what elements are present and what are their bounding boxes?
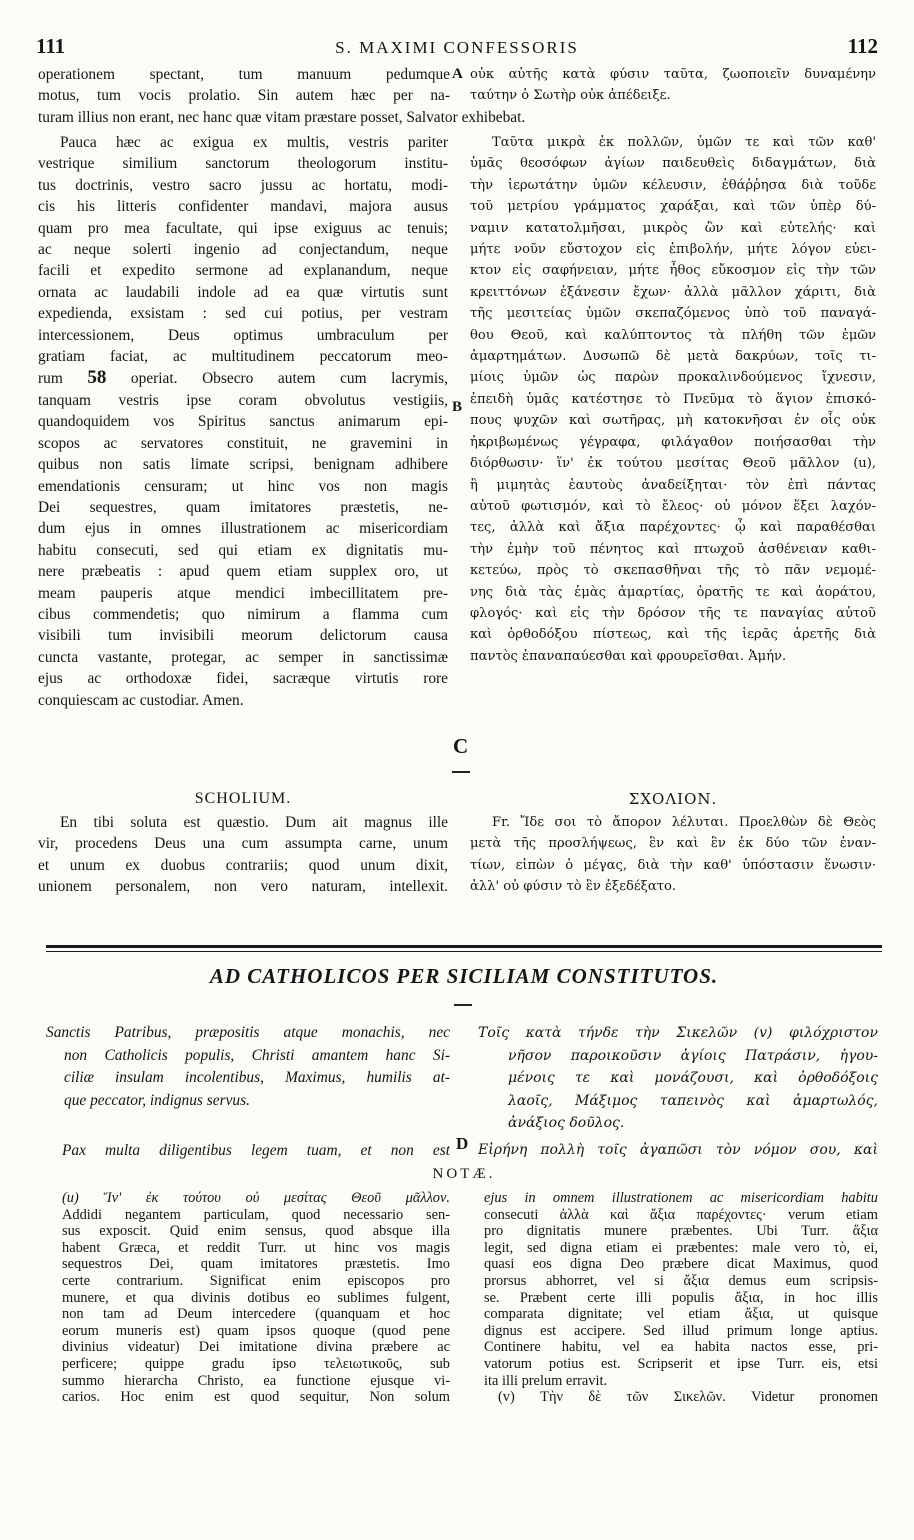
text-line: φλογός· καὶ εἰς τὴν δρόσον τῆς τε παναγίας αὐτοῦ (470, 605, 876, 621)
text-line: Εἰρήνη πολλὴ τοῖς ἀγαπῶσι τὸν νόμον σου, καὶ (478, 1142, 878, 1158)
page-number-right: 112 (847, 34, 878, 58)
text-line: cibus commendetis; quo nimirum a flamma cum (38, 605, 448, 623)
text-line: Addidi negantem particulam, quod necessario sen- (62, 1206, 450, 1223)
text-line: μένοις τε καὶ μονάζουσι, καὶ ὀρθοδόξοις (508, 1070, 878, 1086)
text-line: οὐκ αὐτῆς κατὰ φύσιν ταῦτα, ζωοποιεῖν δυναμένην (470, 67, 876, 82)
scholium-latin (38, 812, 448, 898)
text-line: vestrique similium sanctorum theologorum institu- (38, 155, 448, 173)
text-line: μετὰ τῆς προσλήψεως, ἓν καὶ ἓν ἐκ δύο τῶν ἐναν- (470, 836, 876, 852)
text-line: visibili tum invisibili meorum delictorum causa (38, 627, 448, 645)
section-title: AD CATHOLICOS PER SICILIAM CONSTITUTOS. (209, 964, 719, 988)
text-line: Continere habitu, vel ea habita nactos esse, pri- (484, 1339, 878, 1356)
pax-latin (62, 1140, 450, 1161)
text-line: κτον εἰς σαφήνειαν, μήτε ἦθος εὔκοσμον εἰς τὴν τῶν (470, 263, 876, 279)
scholium-title-greek: ΣΧΟΛΙΟΝ. (628, 790, 718, 808)
text-line: ita illi prelum erravit. (484, 1372, 608, 1389)
notes-right (484, 1190, 878, 1406)
text-line: carios. Hoc enim est quod sequitur, Non solum (62, 1389, 450, 1406)
notes-left (62, 1190, 450, 1406)
text-line: vir, procedens Deus una cum assumpta carne, unum (38, 835, 448, 853)
page-number-left: 111 (36, 34, 66, 58)
intro-latin (38, 64, 450, 107)
text-line: expedienda, exsistam : sed cui potius, per vestram (38, 305, 448, 323)
text-line: τοῦ μετρίου γράμματος χαράξαι, καὶ τῶν ὑπὲρ δύ- (470, 199, 876, 215)
text-line: que peccator, indignus servus. (64, 1091, 250, 1109)
margin-marker-d: D (456, 1134, 469, 1153)
text-line: non Catholicis populis, Christi amantem hanc Si- (64, 1046, 450, 1064)
text-line: En tibi soluta est quæstio. Dum ait magnus ille (60, 814, 448, 831)
text-line: perficere; quippe gradu ipso τελειωτικοῦς, sub (62, 1355, 450, 1372)
text-line: νῆσον παροικοῦσιν ἁγίοις Πατράσιν, ἡγου- (508, 1047, 878, 1064)
text-line: consecuti ἀλλὰ καὶ ἄξια παρέχοντες· verum etiam (484, 1206, 878, 1223)
text-line: ἐπειδὴ ὑμᾶς κατέστησε τὸ Πνεῦμα τὸ ἅγιον ἐπισκό- (470, 391, 876, 407)
text-line: ejus in omnem illustrationem ac misericordiam habitu (484, 1190, 878, 1206)
text-line: summo hierarcha Christo, ea functione ejusque vi- (62, 1372, 450, 1389)
text-line: ὑμᾶς θεοσόφων ἁγίων παιδευθεὶς διδαγμάτων, διὰ (470, 156, 876, 172)
text-line: τίων, εἰπὼν ὁ μέγας, διὰ τὴν καθ' ὑπόστασιν ἕνωσιν· (470, 857, 876, 873)
main-greek (470, 132, 876, 667)
margin-marker-a: A (452, 66, 463, 82)
text-line: καὶ ὀρθοδόξου πίστεως, καὶ τῆς ἱερᾶς ἀρετῆς διὰ (470, 627, 876, 643)
text-line: divinius videatur) Dei imitatione divina præbere ac (62, 1339, 450, 1356)
text-line: dum ejus in omnes illustrationem ac misericordiam (38, 520, 448, 538)
text-line: τὴν ἐμὴν τοῦ πένητος καὶ πτωχοῦ ἀσθένειαν καθι- (470, 541, 876, 557)
text-line: eorum muneris est) quam ipsos quoque (quod pene (62, 1322, 450, 1339)
text-line: quandoquidem vos Spiritus sanctus animarum epi- (38, 413, 448, 431)
address-greek (478, 1022, 878, 1135)
text-line: πους ψυχῶν καὶ σωτῆρας, μὴ κατοκνῆσαι ἐν οἷς οὐκ (470, 413, 876, 429)
text-line (38, 367, 448, 389)
text-line: τες, ἀλλὰ καὶ ἄξια παρέχοντες· ᾧ καὶ παραθέσθαι (470, 520, 876, 536)
scholium-title-latin: SCHOLIUM. (194, 790, 292, 807)
text-line: cis his litteris confidenter mandavi, majora ausus (38, 198, 448, 216)
address-latin (46, 1022, 450, 1112)
section-rule-thin (46, 951, 882, 952)
running-title: S. MAXIMI CONFESSORIS (335, 38, 579, 57)
text-line: et unum ex duobus contrariis; quod unum dixit, (38, 856, 448, 874)
text-line: intercessionem, Deus optimus umbraculum per (38, 326, 448, 344)
text-line: emendationis censuram; ut hinc vos non magis (38, 477, 448, 495)
text-line: ἠκριβωμένως γέγραφα, φιλάγαθον ποιήσασθαι τὴν (470, 434, 876, 450)
text-line: ciliæ insulam incolentibus, Maximus, humilis at- (64, 1069, 450, 1086)
text-line: κρειττόνων ἐξάνεσιν ἔχων· ἀλλὰ μᾶλλον χάριτι, διὰ (470, 284, 876, 300)
text-line: Τοῖς κατὰ τήνδε τὴν Σικελῶν (v) φιλόχριστον (478, 1025, 878, 1041)
text-line: παντὸς ἐπαναπαύεσθαι καὶ φρουρεῖσθαι. Ἀμήν. (470, 648, 787, 664)
text-line: κετεύω, πρὸς τὸ σκεπασθῆναι τῆς τὸ πᾶν νεμομέ- (470, 563, 876, 579)
text-fragment: operiat. Obsecro autem cum lacrymis, (106, 370, 448, 388)
text-line: (u) Ἵν' ἐκ τούτου οὐ μεσίτας Θεοῦ μᾶλλον. (62, 1190, 450, 1206)
text-line: ναμιν κατατολμῆσαι, μικρὸς ὢν καὶ εὐτελής· καὶ (470, 220, 876, 236)
divider-dash (454, 1004, 472, 1006)
text-line: νης διὰ τὰς ἐμὰς ἁμαρτίας, ὁρατῆς τε καὶ ἀοράτου, (470, 584, 876, 600)
text-line: ταύτην ὁ Σωτὴρ οὐκ ἀπέδειξε. (470, 88, 671, 104)
text-line: habent Græca, et reddit Turr. ut hinc vos magis (62, 1239, 450, 1256)
text-line: motus, tum vocis prolatio. Sin autem hæc per na- (38, 87, 450, 105)
text-line: nere præbeatis : apud quem etiam supplex oro, ut (38, 563, 448, 581)
text-line: μήτε νοῦν εὔστοχον εἰς ἐπιβολήν, μήτε λόγον εὐει- (470, 242, 876, 258)
text-line: facili et expedito sermone ad explanandum, neque (38, 262, 448, 280)
text-line: tus doctrinis, vestro sacro jussu ac hortatu, modi- (38, 176, 448, 194)
text-line: quibus non satis limate scripsi, benignam adhibere (38, 456, 448, 474)
text-line: (v) Τὴν δὲ τῶν Σικελῶν. Videtur pronomen (498, 1389, 878, 1406)
margin-marker-c: C (453, 734, 469, 758)
running-head (36, 34, 878, 60)
intro-greek (470, 64, 876, 107)
text-line: turam illius non erant, nec hanc quæ vitam præstare posset, Salvator exhibebat. (38, 109, 526, 126)
text-line: quasi eos digna Deo præbere dicat Maximus, quod (484, 1256, 878, 1273)
text-line: ornata ac laudabili indole ad ea quæ virtutis sunt (38, 283, 448, 301)
text-line: ac neque solerti ingenio ad conjectandum, neque (38, 241, 448, 259)
text-line: dignus est accipere. Sed illud primum longe aptius. (484, 1322, 878, 1339)
text-line: comparata dignitate; vel etiam ἄξια, ut quisque (484, 1306, 878, 1323)
text-line: prorsus abhorret, vel si ἄξια demus eum scripsis- (484, 1272, 878, 1289)
text-line: sequestros Dei, quam imitatores præstetis. Imo (62, 1256, 450, 1273)
text-line: θου Θεοῦ, καὶ καλύπτοντος τὰ πλήθη τῶν ἐμῶν (470, 327, 876, 343)
intro-latin-span (38, 107, 886, 128)
text-line: ἀνάξιος δοῦλος. (508, 1115, 625, 1131)
text-line: cuncta vastante, protegar, ac semper in sanctissimæ (38, 648, 448, 666)
text-line: gratiam faciat, ac multitudinem peccatorum meo- (38, 348, 448, 366)
text-line: tanquam vestris ipse coram obvolutus vestigiis, (38, 391, 448, 409)
text-line: αὐτοῦ φωτισμόν, καὶ τὸ ἔλεος· οὐ μόνον ἕξει λαχόν- (470, 498, 876, 514)
text-line: pro dignitatis munere præbentes. Ubi Turr. ἄξια (484, 1223, 878, 1240)
text-line: sus exposcit. Quid enim sensus, quod absque illa (62, 1223, 450, 1240)
text-line: μίοις ὑμῶν ὡς παρὼν προκαλινδούμενος ἴχνεσιν, (470, 370, 876, 386)
text-line: τῆς μεσιτείας ὑμῶν σκεπαζόμενος ὑπὸ τοῦ παναγά- (470, 306, 876, 322)
text-line: munere, et qua divinis dotibus eo sublimes fulgent, (62, 1289, 450, 1306)
notes-title: NOTÆ. (432, 1166, 496, 1182)
text-line: unionem personalem, non vero naturam, intellexit. (38, 878, 448, 896)
text-line: certe contrarium. Significat enim episcopos pro (62, 1272, 450, 1289)
text-line: λαοῖς, Μάξιμος ταπεινὸς καὶ ἁμαρτωλός, (508, 1092, 878, 1109)
text-line: legit, sed digna etiam ei præbentes: male vero τὸ, ei, (484, 1239, 878, 1256)
text-line: Dei sequestres, quam imitatores præstetis, ne- (38, 498, 448, 516)
scholium-greek (470, 812, 876, 898)
text-line: conquiescam ac custodiar. Amen. (38, 691, 244, 709)
text-line: non tam ad Deum intercedere (quanquam et hoc (62, 1306, 450, 1323)
text-line: se. Præbent certe illi populis ἄξια, in hoc illis (484, 1289, 878, 1306)
text-line: Fr. Ἴδε σοι τὸ ἄπορον λέλυται. Προελθὼν δὲ Θεὸς (492, 815, 876, 830)
text-fragment: rum (38, 370, 88, 388)
pax-greek (478, 1140, 878, 1161)
section-rule-thick (46, 945, 882, 948)
text-line: quam pro mea facultate, qui ipse exiguus ac tenuis; (38, 219, 448, 237)
text-line: τὴν ἱερωτάτην ὑμῶν κέλευσιν, ἐθάῤῥησα διὰ τοῦδε (470, 177, 876, 193)
text-line: operationem spectant, tum manuum pedumque (38, 66, 450, 83)
divider-dash (452, 771, 470, 773)
column-reference-58: 58 (87, 367, 107, 389)
text-line: διόρθωσιν· ἵν' ἐκ τούτου μεσίτας Θεοῦ μᾶλλον (u), (470, 456, 876, 472)
text-line: ἁμαρτημάτων. Δυσωπῶ δὲ μετὰ δακρύων, τοῖς τι- (470, 349, 876, 365)
text-line: ejus ac orthodoxæ fidei, sacræque virtutis rore (38, 670, 448, 688)
text-line: ἢ μιμητὰς ἑαυτοὺς ἀναδείξηται· τὸν ἐπὶ πάντας (470, 477, 876, 493)
text-line: habitu consecuti, sed qui etiam ex dignitatis mu- (38, 541, 448, 559)
text-line: vatorum potius est. Scripserit et ipse Turr. eis, etsi (484, 1355, 878, 1372)
text-line: meam pauperis atque mendici imbecillitatem pre- (38, 584, 448, 602)
text-line: Pax multa diligentibus legem tuam, et non est (62, 1142, 450, 1159)
text-line: ἀλλ' οὐ φύσιν τὸ ἓν ἐξεδέξατο. (470, 879, 676, 895)
text-line: scopos ac servatores constituit, ne gravemini in (38, 434, 448, 452)
margin-marker-b: B (452, 399, 463, 415)
text-line: Pauca hæc ac exigua ex multis, vestris pariter (60, 134, 448, 151)
text-line: Sanctis Patribus, præpositis atque monachis, nec (46, 1024, 450, 1041)
main-latin (38, 132, 448, 711)
text-line: Ταῦτα μικρὰ ἐκ πολλῶν, ὑμῶν τε καὶ τῶν καθ' (492, 135, 876, 150)
